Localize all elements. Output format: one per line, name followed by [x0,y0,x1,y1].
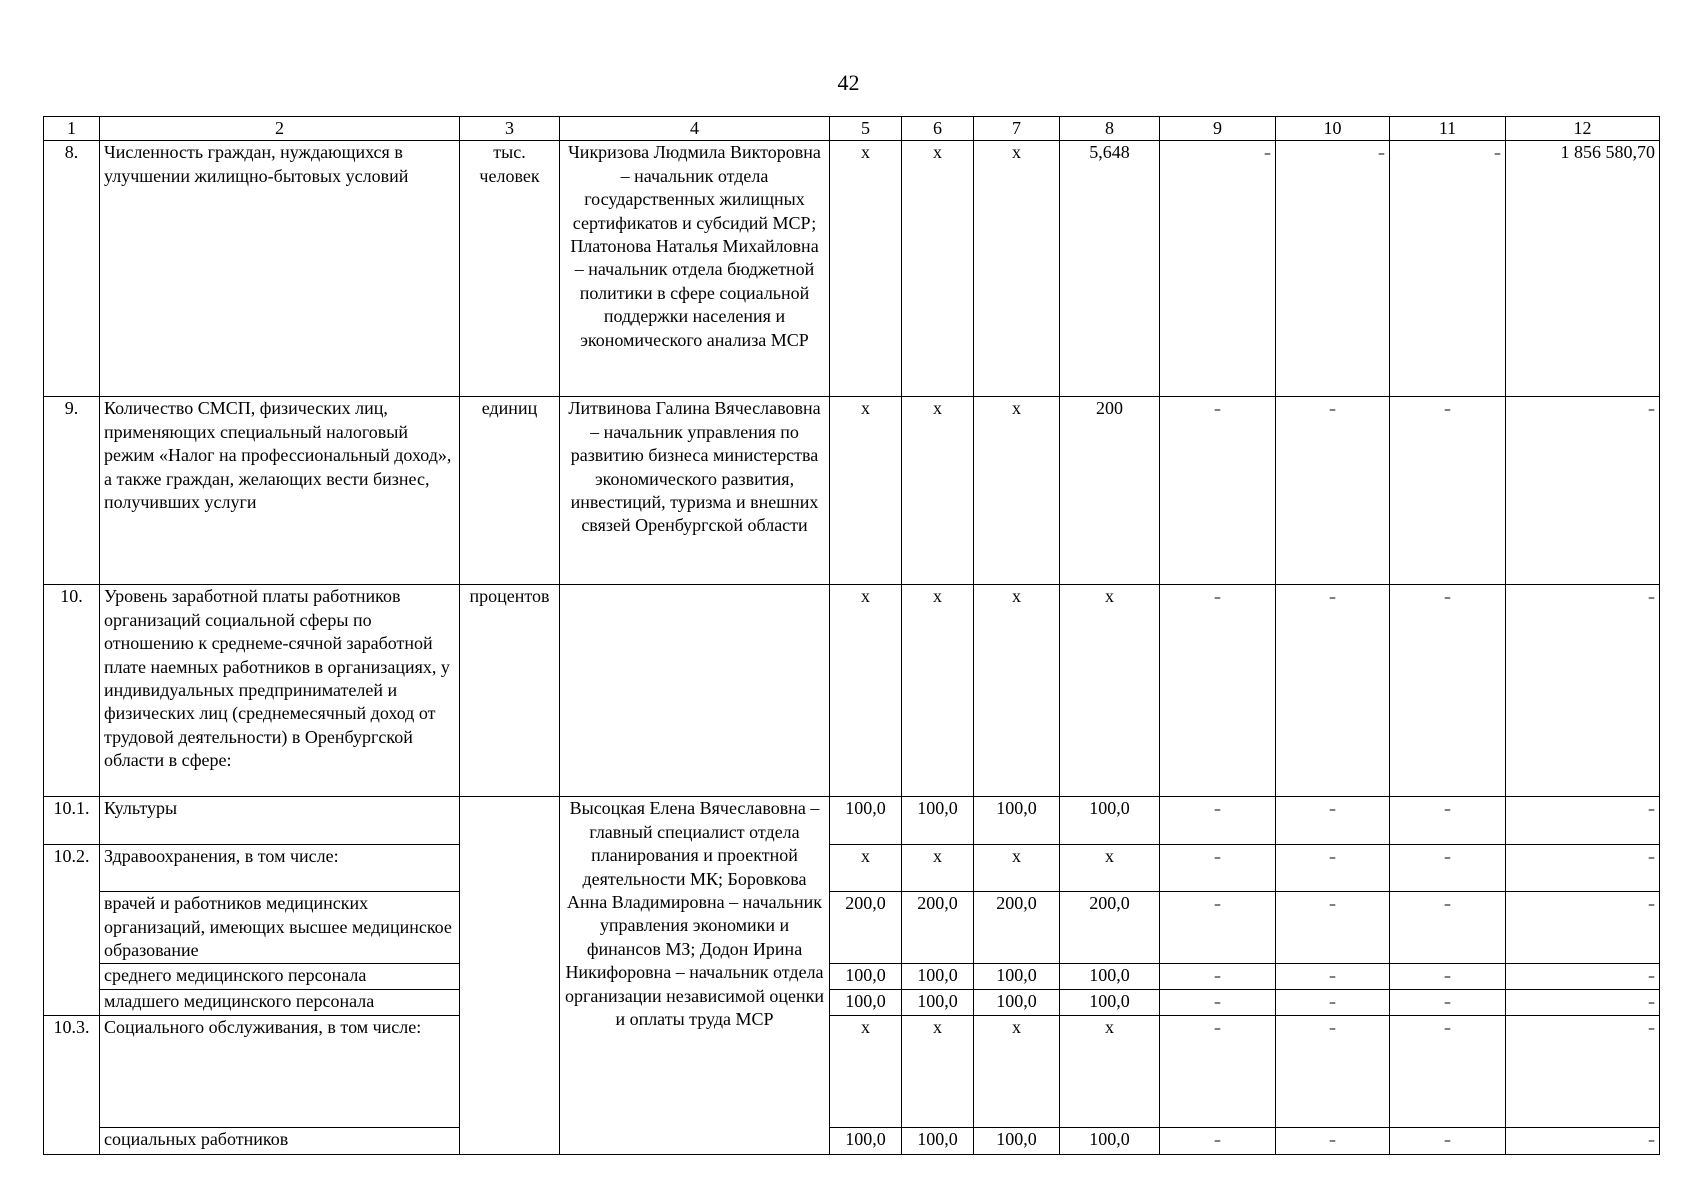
dash-mark: – [1214,1021,1221,1038]
table-row [44,845,1660,892]
dash-mark: – [1444,1133,1451,1150]
dash-mark: – [1329,995,1336,1012]
column-header: 10 [1276,117,1390,141]
value-cell [1506,797,1660,845]
value-cell: х [974,397,1060,585]
table-row [44,585,1660,797]
dash-mark: – [1214,1133,1221,1150]
row-number: 8. [44,141,100,397]
dash-mark: – [1214,802,1221,819]
value-cell: 100,0 [830,1128,902,1154]
value-cell: 100,0 [1060,963,1160,989]
value-cell [1276,141,1390,397]
value-cell: 200 [1060,397,1160,585]
value-cell [1276,990,1390,1016]
value-cell: 100,0 [830,990,902,1016]
value-cell [1506,1128,1660,1154]
indicator-name: Численность граждан, нуждающихся в улучшении жилищно-бытовых условий [100,141,460,397]
value-cell [1390,585,1506,797]
indicator-name: Здравоохранения, в том числе: [100,845,460,892]
value-cell [1390,892,1506,963]
value-cell [1276,963,1390,989]
value-cell: х [830,141,902,397]
value-cell: х [1060,585,1160,797]
dash-mark: – [1648,850,1655,867]
value-cell: 100,0 [902,1128,974,1154]
value-cell [1160,963,1276,989]
dash-mark: – [1214,850,1221,867]
column-header: 2 [100,117,460,141]
value-cell [1390,141,1506,397]
indicator-name: социальных работников [100,1128,460,1154]
dash-mark: – [1329,402,1336,419]
indicator-name: врачей и работников медицинских организаций, имеющих высшее медицинское образование [100,892,460,963]
dash-mark: – [1329,1133,1336,1150]
responsible-cell: Высоцкая Елена Вячеславовна – главный специалист отдела планирования и проектной деятельности МК; Боровкова Анна Владимировна – начальник управления экономики и финансов МЗ; Додон Ирина Никифоровна – начальник отдела организации независимой оценки и оплаты труда МСР [560,797,830,1154]
value-cell [1276,1016,1390,1128]
value-cell: х [974,585,1060,797]
value-cell [1506,397,1660,585]
value-cell [1160,585,1276,797]
column-header: 5 [830,117,902,141]
dash-mark: – [1214,968,1221,985]
dash-mark: – [1214,590,1221,607]
table-row [44,397,1660,585]
column-header: 7 [974,117,1060,141]
value-cell: х [902,141,974,397]
indicator-name: Уровень заработной платы работников организаций социальной сферы по отношению к среднеме-сячной заработной плате наемных работников в организациях, у индивидуальных предпринимателей и физических лиц (среднемесячный доход от трудовой деятельности) в Оренбургской области в сфере: [100,585,460,797]
value-cell: 200,0 [830,892,902,963]
value-cell: 100,0 [902,990,974,1016]
value-cell [1276,397,1390,585]
value-cell [1390,845,1506,892]
column-header: 4 [560,117,830,141]
column-header: 1 [44,117,100,141]
dash-mark: – [1444,402,1451,419]
dash-mark: – [1444,1021,1451,1038]
value-cell: х [902,585,974,797]
value-cell: 100,0 [1060,797,1160,845]
value-cell: х [902,845,974,892]
indicator-name: младшего медицинского персонала [100,990,460,1016]
value-cell [1160,845,1276,892]
responsible-cell: Литвинова Галина Вячеславовна – начальник управления по развитию бизнеса министерства экономического развития, инвестиций, туризма и внешних связей Оренбургской области [560,397,830,585]
indicator-name: Социального обслуживания, в том числе: [100,1016,460,1128]
dash-mark: – [1214,897,1221,914]
indicator-name: среднего медицинского персонала [100,963,460,989]
value-cell: 100,0 [974,797,1060,845]
value-cell: 100,0 [974,963,1060,989]
value-cell: х [902,1016,974,1128]
value-cell: х [1060,845,1160,892]
table-row [44,797,1660,845]
value-cell: 100,0 [830,797,902,845]
row-number: 10.2. [44,845,100,1016]
dash-mark: – [1329,897,1336,914]
value-cell: 100,0 [974,990,1060,1016]
value-cell [1390,1016,1506,1128]
value-cell [1506,585,1660,797]
value-cell [1506,892,1660,963]
indicator-name: Культуры [100,797,460,845]
value-cell [1390,797,1506,845]
column-header: 11 [1390,117,1506,141]
column-header: 3 [460,117,560,141]
value-cell [1390,990,1506,1016]
dash-mark: – [1648,995,1655,1012]
dash-mark: – [1494,146,1501,163]
responsible-cell [560,585,830,797]
value-cell: 200,0 [1060,892,1160,963]
value-cell [1276,845,1390,892]
value-cell: х [974,141,1060,397]
table-row [44,141,1660,397]
dash-mark: – [1329,802,1336,819]
value-cell [1276,892,1390,963]
responsible-cell: Чикризова Людмила Викторовна – начальник отдела государственных жилищных сертификатов и субсидий МСР; Платонова Наталья Михайловна – начальник отдела бюджетной политики в сфере социальной поддержки населения и экономического анализа МСР [560,141,830,397]
indicator-name: Количество СМСП, физических лиц, применяющих специальный налоговый режим «Налог на профессиональный доход», а также граждан, желающих вести бизнес, получивших услуги [100,397,460,585]
value-cell: х [830,397,902,585]
value-cell [1506,990,1660,1016]
value-cell: 200,0 [974,892,1060,963]
table-row [44,990,1660,1016]
value-cell: х [830,1016,902,1128]
table-row [44,963,1660,989]
page-number: 42 [837,70,860,95]
value-cell [1276,797,1390,845]
indicators-table [43,116,1660,1155]
value-cell [1160,1128,1276,1154]
value-cell: 100,0 [974,1128,1060,1154]
dash-mark: – [1378,146,1385,163]
table-row [44,1128,1660,1154]
value-cell [1160,990,1276,1016]
dash-mark: – [1329,1021,1336,1038]
dash-mark: – [1264,146,1271,163]
row-number: 10.1. [44,797,100,845]
value-cell: х [830,585,902,797]
row-number: 10. [44,585,100,797]
value-cell: х [974,845,1060,892]
value-cell [1160,797,1276,845]
column-header: 9 [1160,117,1276,141]
value-cell [1390,397,1506,585]
dash-mark: – [1648,897,1655,914]
value-cell [1276,1128,1390,1154]
dash-mark: – [1648,968,1655,985]
value-cell: 100,0 [902,963,974,989]
dash-mark: – [1648,1133,1655,1150]
value-cell: 200,0 [902,892,974,963]
dash-mark: – [1444,850,1451,867]
column-header: 6 [902,117,974,141]
row-number: 10.3. [44,1016,100,1154]
value-cell [1160,1016,1276,1128]
value-cell [1276,585,1390,797]
value-cell: х [1060,1016,1160,1128]
value-cell [1506,963,1660,989]
value-cell [1506,845,1660,892]
dash-mark: – [1444,995,1451,1012]
column-header: 12 [1506,117,1660,141]
value-cell: 5,648 [1060,141,1160,397]
unit-cell: процентов [460,585,560,797]
unit-cell [460,797,560,1154]
dash-mark: – [1329,968,1336,985]
dash-mark: – [1648,402,1655,419]
column-header: 8 [1060,117,1160,141]
dash-mark: – [1444,897,1451,914]
unit-cell: тыс. человек [460,141,560,397]
value-cell [1160,141,1276,397]
dash-mark: – [1444,590,1451,607]
dash-mark: – [1214,995,1221,1012]
value-cell: 100,0 [830,963,902,989]
value-cell: 100,0 [1060,1128,1160,1154]
dash-mark: – [1329,590,1336,607]
unit-cell: единиц [460,397,560,585]
value-cell: 1 856 580,70 [1506,141,1660,397]
value-cell: х [902,397,974,585]
dash-mark: – [1444,802,1451,819]
value-cell: 100,0 [1060,990,1160,1016]
table-row [44,1016,1660,1128]
dash-mark: – [1214,402,1221,419]
dash-mark: – [1329,850,1336,867]
dash-mark: – [1444,968,1451,985]
value-cell [1160,892,1276,963]
value-cell: х [974,1016,1060,1128]
value-cell [1390,1128,1506,1154]
header-row [44,117,1660,141]
value-cell [1390,963,1506,989]
dash-mark: – [1648,802,1655,819]
value-cell: 100,0 [902,797,974,845]
dash-mark: – [1648,590,1655,607]
row-number: 9. [44,397,100,585]
value-cell [1506,1016,1660,1128]
dash-mark: – [1648,1021,1655,1038]
value-cell [1160,397,1276,585]
value-cell: х [830,845,902,892]
table-row [44,892,1660,963]
